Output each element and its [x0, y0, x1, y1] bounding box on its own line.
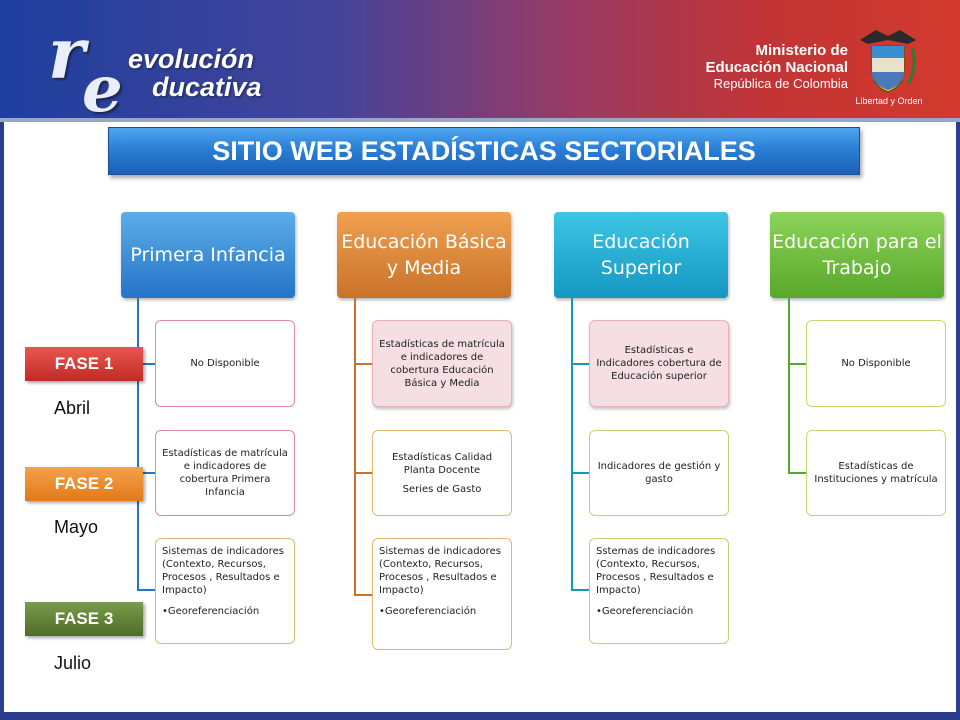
- box-bullet: •Georeferenciación: [379, 606, 477, 617]
- box-primera-infancia-fase3: [155, 538, 295, 644]
- phase-3-month: Julio: [54, 653, 92, 673]
- page-title: SITIO WEB ESTADÍSTICAS SECTORIALES: [108, 127, 860, 175]
- ministry-line-3: República de Colombia: [713, 76, 848, 91]
- connector-line: [788, 298, 790, 473]
- box-text: Sistemas de indicadores (Contexto, Recursos, Procesos , Resultados e Impacto): [162, 546, 284, 596]
- box-text: Estadísticas e Indicadores cobertura de Educación superior: [596, 345, 722, 382]
- box-text: No Disponible: [190, 358, 260, 369]
- crest-motto: Libertad y Orden: [855, 96, 923, 106]
- connector-line: [137, 589, 155, 591]
- box-bullet: •Georeferenciación: [162, 606, 260, 617]
- column-header-basica-media: Educación Básica y Media: [337, 212, 511, 298]
- logo-big-e: e: [82, 52, 123, 127]
- box-trabajo-fase2: [806, 430, 946, 516]
- connector-line: [354, 472, 372, 474]
- phase-2-month: Mayo: [54, 517, 99, 537]
- box-basica-media-fase1: [372, 320, 512, 407]
- colombia-coat-of-arms-icon: [855, 26, 923, 110]
- box-trabajo-fase1: [806, 320, 946, 407]
- phase-2-label: FASE 2: [25, 467, 143, 501]
- ministry-line-2: Educación Nacional: [705, 59, 848, 76]
- connector-line: [788, 472, 806, 474]
- column-header-superior: Educación Superior: [554, 212, 728, 298]
- logo-big-r: r: [48, 12, 85, 95]
- connector-line: [571, 298, 573, 590]
- ministry-line-1: Ministerio de: [755, 42, 848, 59]
- logo-word-revolucion: evolución: [128, 44, 255, 74]
- connector-line: [571, 472, 589, 474]
- connector-line: [354, 298, 356, 595]
- box-superior-fase1: [589, 320, 729, 407]
- box-text: Indicadores de gestión y gasto: [597, 461, 721, 485]
- box-basica-media-fase2: [372, 430, 512, 516]
- connector-line: [354, 594, 372, 596]
- box-basica-media-fase3: [372, 538, 512, 650]
- column-header-primera-infancia: Primera Infancia: [121, 212, 295, 298]
- connector-line: [788, 363, 806, 365]
- box-superior-fase2: [589, 430, 729, 516]
- phase-1-month: Abril: [54, 398, 91, 418]
- phase-3-label: FASE 3: [25, 602, 143, 636]
- box-text: No Disponible: [841, 358, 911, 369]
- box-text: Estadísticas de matrícula e indicadores de cobertura Primera Infancia: [162, 448, 288, 498]
- box-superior-fase3: [589, 538, 729, 644]
- phase-1-label: FASE 1: [25, 347, 143, 381]
- logo-word-educativa: ducativa: [152, 72, 262, 102]
- box-extra-text: Series de Gasto: [402, 483, 482, 495]
- box-primera-infancia-fase2: [155, 430, 295, 516]
- box-text: Estadísticas Calidad Planta Docente: [391, 451, 493, 476]
- connector-line: [571, 363, 589, 365]
- box-text: Estadísticas de matrícula e indicadores de cobertura Educación Básica y Media: [379, 338, 505, 389]
- box-text: Sistemas de indicadores (Contexto, Recursos, Procesos , Resultados e Impacto): [379, 546, 501, 596]
- connector-line: [354, 363, 372, 365]
- connector-line: [137, 298, 139, 590]
- connector-line: [571, 589, 589, 591]
- box-text: Estadísticas de Instituciones y matrícula: [814, 461, 938, 485]
- box-primera-infancia-fase1: [155, 320, 295, 407]
- revolucion-educativa-logo: [48, 12, 288, 127]
- box-bullet: •Georeferenciación: [596, 606, 694, 617]
- column-header-trabajo: Educación para el Trabajo: [770, 212, 944, 298]
- ministry-name: [705, 42, 848, 92]
- box-text: Sstemas de indicadores (Contexto, Recursos, Procesos , Resultados e Impacto): [596, 546, 716, 596]
